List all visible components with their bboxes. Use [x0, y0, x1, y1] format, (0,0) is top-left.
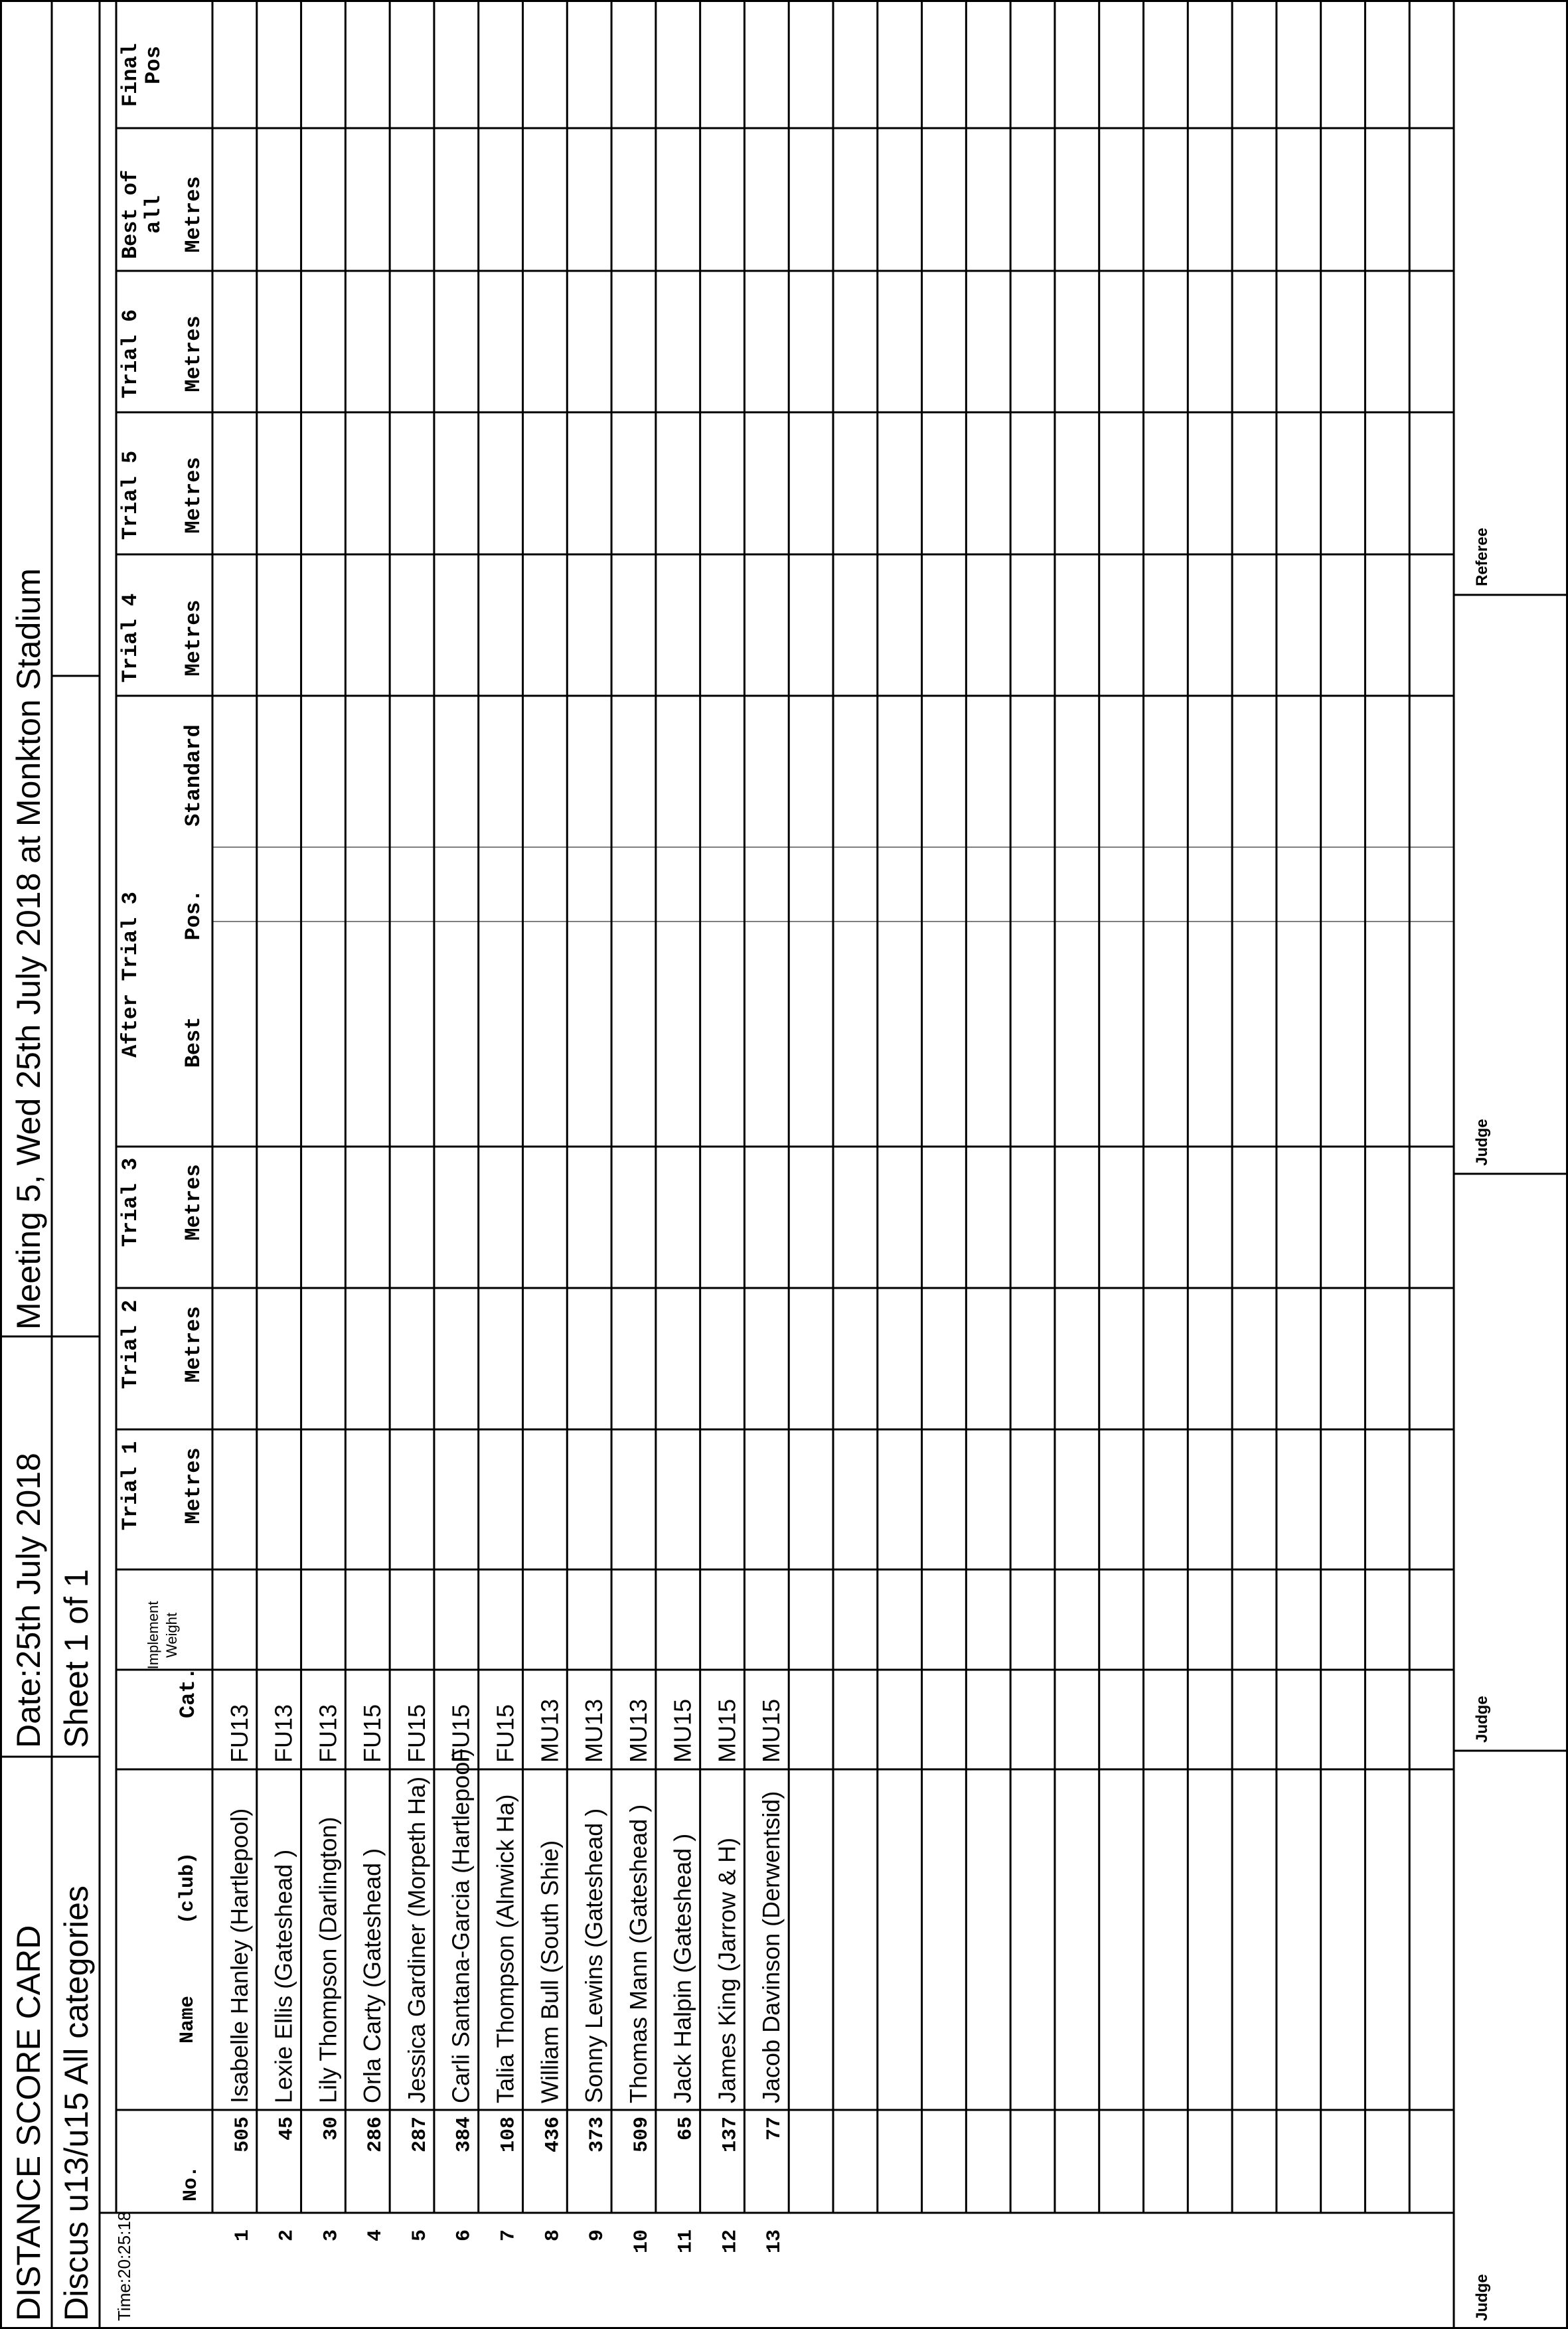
row-number: 10 [630, 2229, 653, 2254]
signature-judge-2: Judge [1473, 1696, 1491, 1743]
athlete-name: Jessica Gardiner (Morpeth Ha) [402, 1776, 430, 2103]
col-trial1-unit: Metres [181, 1447, 206, 1524]
col-trial4-header: Trial 4 [118, 593, 143, 683]
col-implement-header: Implement [145, 1601, 161, 1670]
athlete-row [358, 1704, 387, 2241]
athlete-number: 505 [231, 2117, 254, 2153]
row-number: 8 [542, 2229, 565, 2242]
row-number: 5 [408, 2229, 431, 2242]
row-number: 11 [674, 2229, 698, 2254]
row-number: 9 [586, 2229, 609, 2242]
athlete-number: 30 [320, 2117, 343, 2141]
athlete-name: Orla Carty (Gateshead ) [358, 1848, 386, 2103]
athlete-number: 65 [674, 2117, 698, 2141]
col-cat-header: Cat. [176, 1667, 200, 1718]
row-number: 12 [719, 2229, 742, 2254]
sheet-text: Sheet 1 of 1 [58, 1569, 95, 1748]
athlete-category: FU13 [270, 1704, 297, 1763]
col-no-header: No. [180, 2165, 202, 2202]
athlete-category: MU15 [713, 1698, 741, 1763]
athlete-row [403, 1704, 431, 2241]
athlete-number: 286 [364, 2117, 388, 2153]
col-best-header: Best [181, 1016, 206, 1068]
col-best-of-all-unit: Metres [181, 176, 206, 253]
athlete-category: MU15 [757, 1698, 785, 1763]
athlete-row [447, 1704, 476, 2241]
athlete-category: FU13 [314, 1704, 342, 1763]
athlete-row [226, 1704, 254, 2241]
athlete-name: Isabelle Hanley (Hartlepool) [225, 1808, 253, 2103]
athlete-number: 384 [453, 2117, 476, 2153]
athlete-row [314, 1704, 343, 2241]
col-pos-header: Pos. [181, 889, 206, 941]
athlete-category: FU15 [491, 1704, 519, 1763]
athlete-number: 77 [763, 2117, 787, 2141]
col-trial3-header: Trial 3 [118, 1157, 143, 1247]
athlete-name: William Bull (South Shie) [536, 1840, 564, 2103]
print-time: Time:20:25:18 [114, 2211, 134, 2321]
col-trial3-unit: Metres [181, 1164, 206, 1241]
col-trial5-unit: Metres [181, 457, 206, 534]
col-weight-header: Weight [163, 1612, 180, 1658]
athlete-number: 373 [586, 2117, 609, 2153]
athlete-number: 45 [275, 2117, 299, 2141]
athlete-name: Jacob Davinson (Derwentsid) [757, 1791, 785, 2103]
col-best-of-all-header-2: all [141, 195, 166, 234]
athlete-name: Sonny Lewins (Gateshead ) [580, 1808, 608, 2103]
athlete-category: MU13 [580, 1698, 608, 1763]
signature-judge-3: Judge [1473, 1119, 1491, 1166]
date-text: Date:25th July 2018 [10, 1453, 47, 1748]
row-number: 3 [320, 2229, 343, 2242]
athlete-category: FU15 [447, 1704, 475, 1763]
athlete-name: Lily Thompson (Darlington) [314, 1816, 342, 2103]
athlete-row [492, 1704, 520, 2241]
athlete-category: MU13 [624, 1698, 652, 1763]
athlete-number: 287 [408, 2117, 431, 2153]
col-name-header: Name [177, 1995, 199, 2044]
athlete-number: 137 [719, 2117, 742, 2153]
athlete-number: 108 [497, 2117, 520, 2153]
col-trial6-header: Trial 6 [118, 309, 143, 399]
col-trial5-header: Trial 5 [118, 450, 143, 540]
card-title: DISTANCE SCORE CARD [10, 1925, 47, 2321]
col-trial1-header: Trial 1 [118, 1441, 143, 1531]
athlete-row [270, 1704, 299, 2241]
signature-referee: Referee [1473, 527, 1491, 586]
col-trial4-unit: Metres [181, 600, 206, 677]
athlete-row [713, 1699, 742, 2253]
signature-judge-1: Judge [1473, 2274, 1491, 2321]
col-club-header: (club) [177, 1852, 199, 1924]
row-number: 7 [497, 2229, 520, 2242]
row-number: 13 [763, 2229, 787, 2254]
athlete-rows [226, 1699, 786, 2253]
row-number: 2 [275, 2229, 299, 2242]
athlete-number: 436 [542, 2117, 565, 2153]
athlete-category: MU15 [668, 1698, 696, 1763]
athlete-name: Lexie Ellis (Gateshead ) [270, 1849, 297, 2103]
meeting-text: Meeting 5, Wed 25th July 2018 at Monkton Stadium [10, 568, 47, 1330]
athlete-category: MU13 [536, 1698, 564, 1763]
col-standard-header: Standard [181, 724, 206, 827]
athlete-name: Jack Halpin (Gateshead ) [668, 1833, 696, 2103]
athlete-row [536, 1699, 564, 2241]
row-number: 1 [231, 2229, 254, 2242]
athlete-name: Talia Thompson (Alnwick Ha) [491, 1794, 519, 2103]
athlete-row [625, 1699, 653, 2253]
col-trial2-unit: Metres [181, 1306, 206, 1383]
col-trial6-unit: Metres [181, 315, 206, 392]
athlete-name: James King (Jarrow & H) [713, 1837, 741, 2103]
athlete-category: FU15 [358, 1704, 386, 1763]
athlete-row [580, 1699, 609, 2241]
athlete-category: FU15 [402, 1704, 430, 1763]
row-number: 6 [453, 2229, 476, 2242]
col-final-pos-header: Final [118, 42, 143, 108]
athlete-row [669, 1699, 698, 2253]
col-best-of-all-header: Best of [118, 169, 143, 260]
athlete-name: Carli Santana-Garcia (Hartlepool) [447, 1748, 475, 2103]
athlete-category: FU13 [225, 1704, 253, 1763]
event-text: Discus u13/u15 All categories [58, 1886, 95, 2321]
athlete-name: Thomas Mann (Gateshead ) [624, 1804, 652, 2103]
col-final-pos-header-2: Pos [141, 46, 166, 84]
athlete-number: 509 [630, 2117, 653, 2153]
row-number: 4 [364, 2229, 388, 2242]
col-after-trial3-header: After Trial 3 [118, 892, 143, 1058]
athlete-row [757, 1699, 786, 2253]
col-trial2-header: Trial 2 [118, 1299, 143, 1390]
